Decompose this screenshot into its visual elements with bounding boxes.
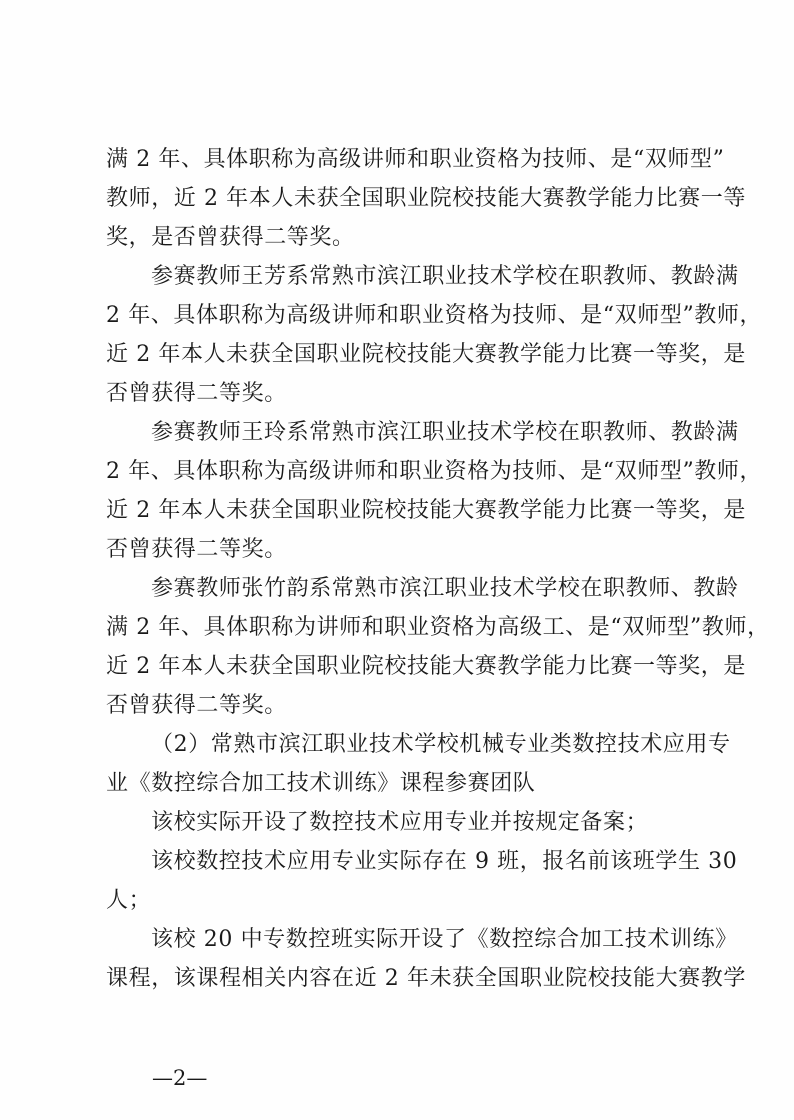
text-line: 近 2 年本人未获全国职业院校技能大赛教学能力比赛一等奖，是 [106, 498, 746, 523]
text-line: 奖，是否曾获得二等奖。 [106, 225, 355, 250]
paragraph-first-line: 参赛教师王芳系常熟市滨江职业技术学校在职教师、教龄满 [151, 264, 739, 289]
document-body [106, 140, 770, 998]
paragraph-first-line: 该校实际开设了数控技术应用专业并按规定备案； [151, 810, 649, 835]
page-number: —2— [152, 1066, 208, 1090]
text-line: 满 2 年、具体职称为讲师和职业资格为高级工、是“双师型”教师， [106, 615, 770, 640]
text-line: 否曾获得二等奖。 [106, 537, 287, 562]
text-line: 课程，该课程相关内容在近 2 年未获全国职业院校技能大赛教学 [106, 966, 746, 991]
paragraph-first-line: 该校 20 中专数控班实际开设了《数控综合加工技术训练》 [151, 927, 738, 952]
text-line: 2 年、具体职称为高级讲师和职业资格为技师、是“双师型”教师， [106, 303, 763, 328]
text-line: 否曾获得二等奖。 [106, 693, 287, 718]
section-heading-line: （2）常熟市滨江职业技术学校机械专业类数控技术应用专 [151, 732, 731, 757]
paragraph-first-line: 该校数控技术应用专业实际存在 9 班，报名前该班学生 30 [151, 849, 738, 874]
text-line: 近 2 年本人未获全国职业院校技能大赛教学能力比赛一等奖，是 [106, 654, 746, 679]
paragraph-first-line: 参赛教师王玲系常熟市滨江职业技术学校在职教师、教龄满 [151, 420, 739, 445]
text-line: 人； [106, 888, 152, 913]
text-line: 满 2 年、具体职称为高级讲师和职业资格为技师、是“双师型” [106, 147, 725, 172]
text-line: 教师，近 2 年本人未获全国职业院校技能大赛教学能力比赛一等 [106, 186, 746, 211]
text-line: 否曾获得二等奖。 [106, 381, 287, 406]
text-line: 2 年、具体职称为高级讲师和职业资格为技师、是“双师型”教师， [106, 459, 763, 484]
paragraph-first-line: 参赛教师张竹韵系常熟市滨江职业技术学校在职教师、教龄 [151, 576, 739, 601]
text-line: 业《数控综合加工技术训练》课程参赛团队 [106, 771, 536, 796]
text-line: 近 2 年本人未获全国职业院校技能大赛教学能力比赛一等奖，是 [106, 342, 746, 367]
